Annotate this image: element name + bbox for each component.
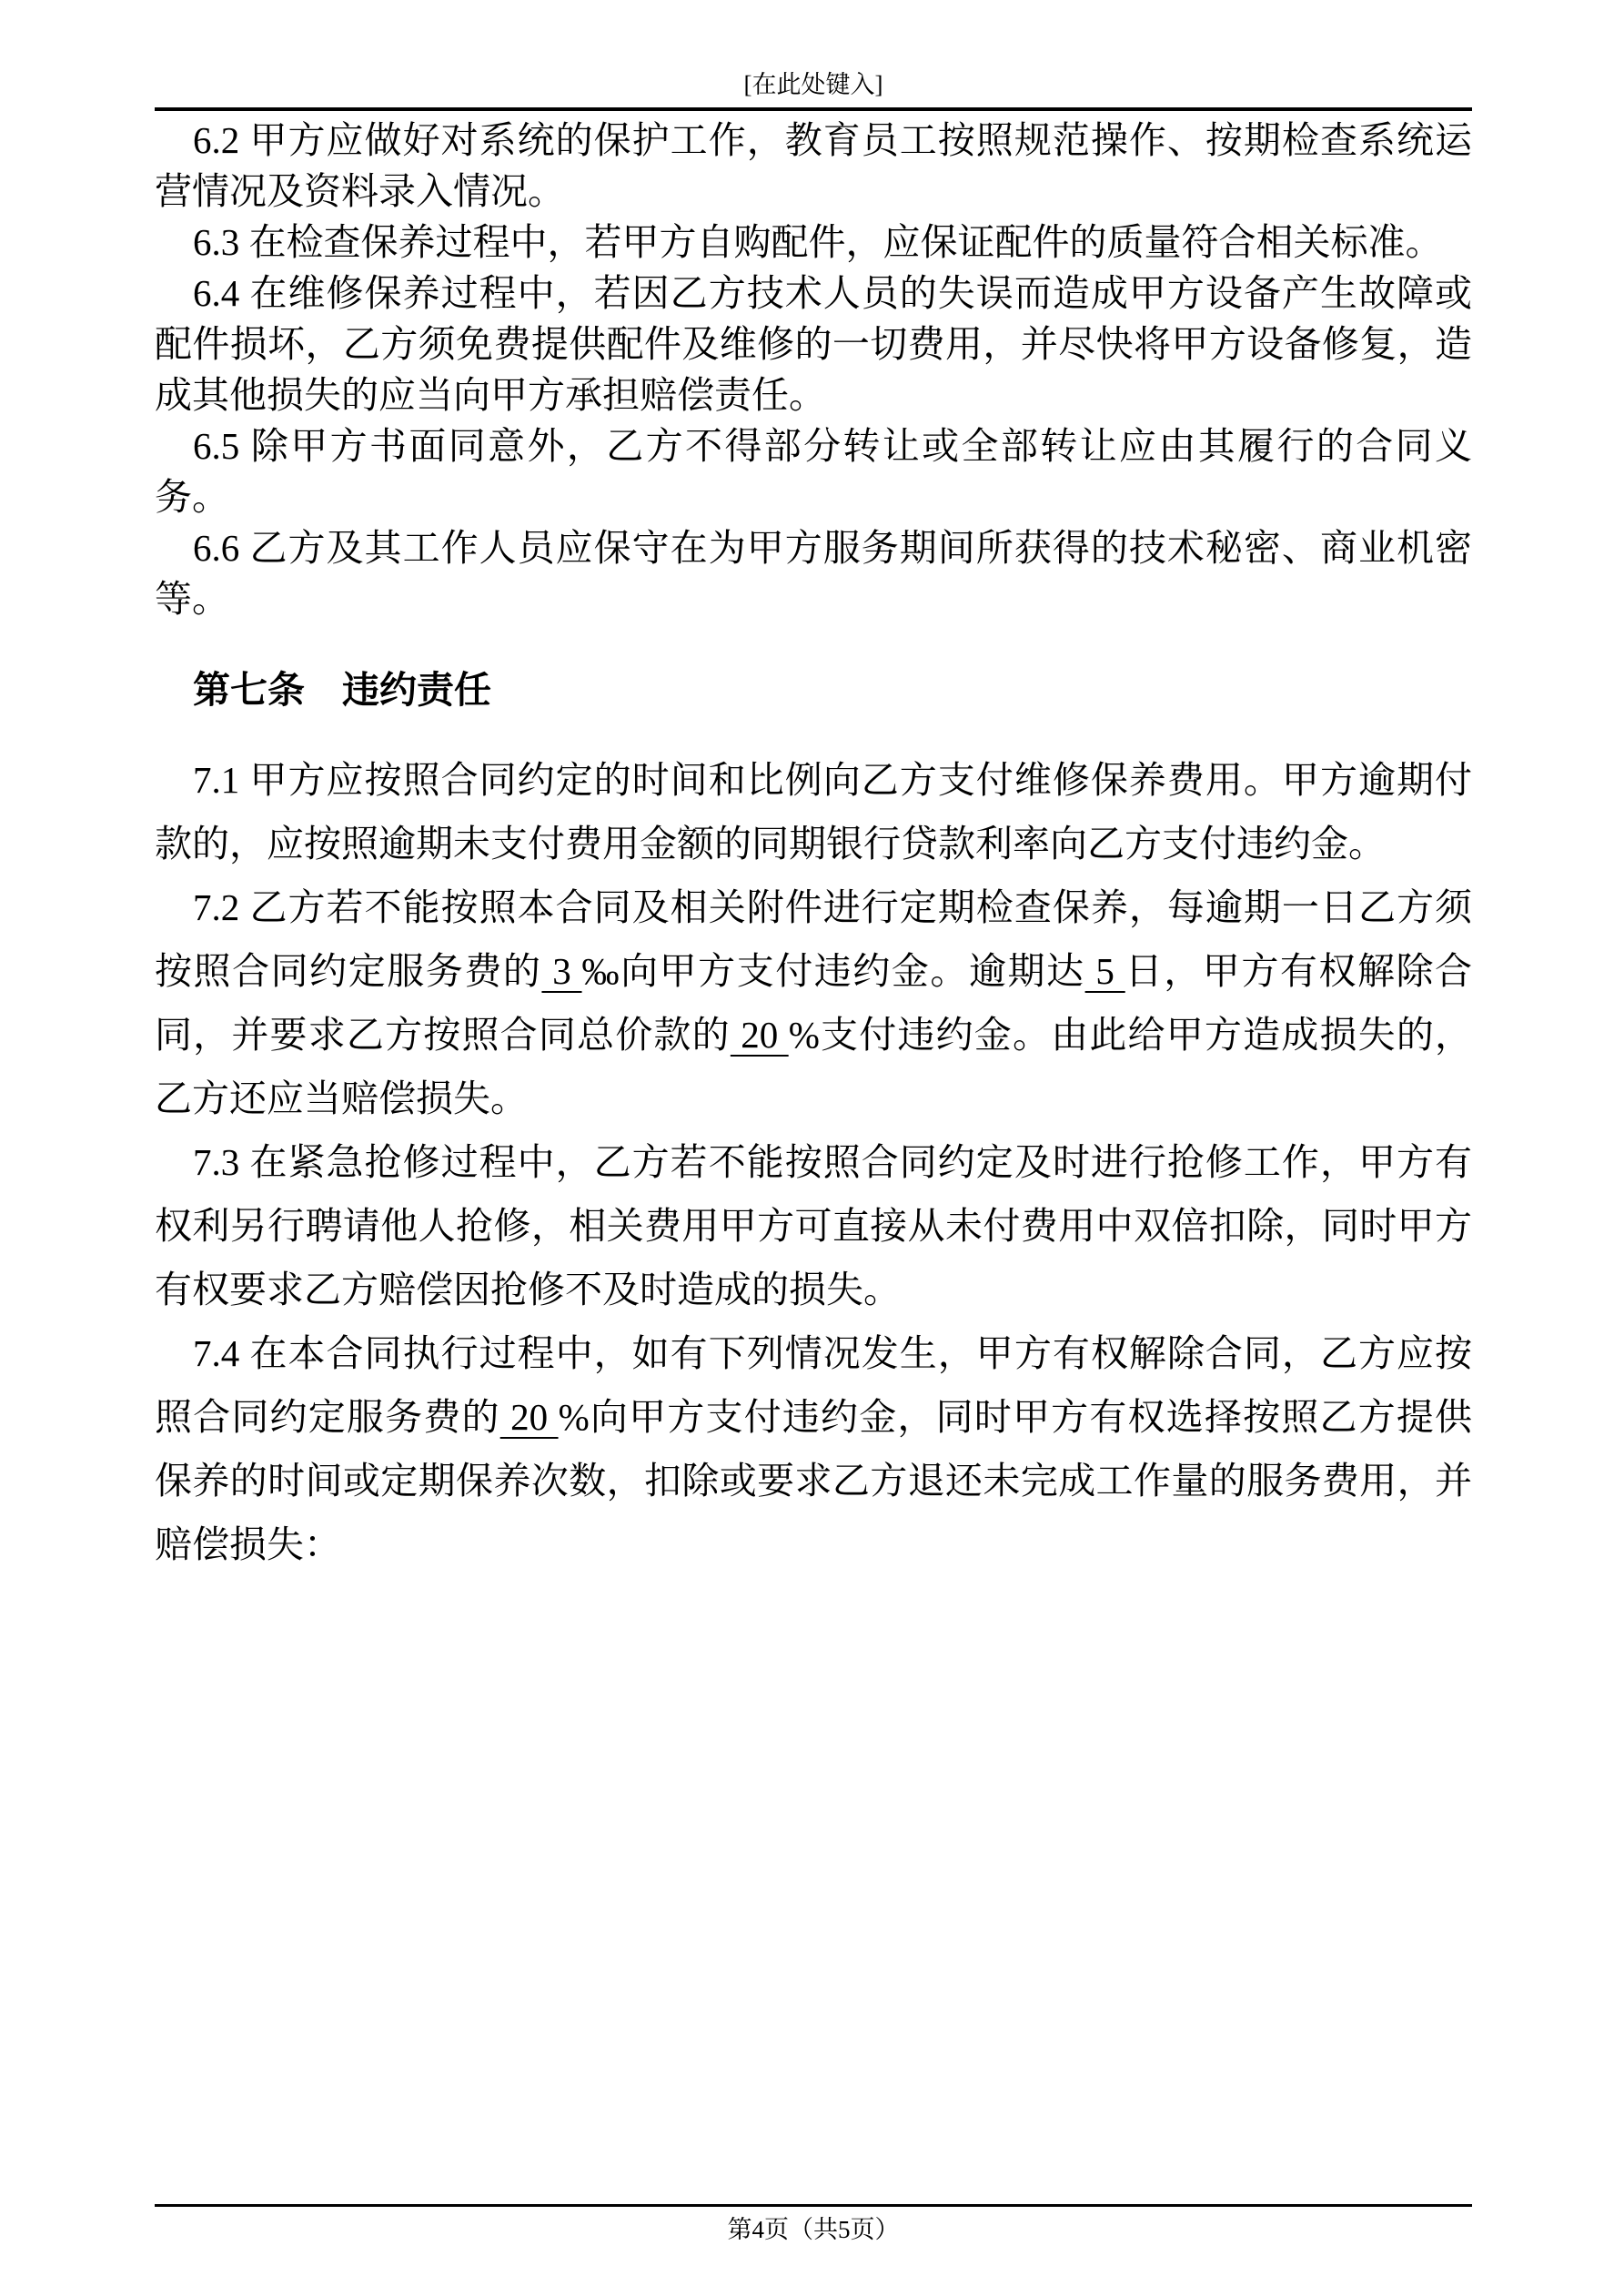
paragraph-text: 7.2 乙方若不能按照本合同及相关附件进行定期检查保养，每逾期一日乙方须按照合同约定服务费的 [155,886,1472,992]
underlined-overdue-days: 5 [1084,950,1125,992]
paragraph-7-2 [155,875,1472,1130]
underlined-percent-rate: 20 [730,1014,789,1056]
header-rule [155,107,1472,111]
paragraph-6-2: 6.2 甲方应做好对系统的保护工作，教育员工按照规范操作、按期检查系统运营情况及资料录入情况。 [155,119,1472,212]
document-body [155,115,1472,1576]
paragraph-7-4 [155,1321,1472,1576]
underlined-percent-rate: 20 [499,1396,559,1438]
paragraph-text: 7.4 在本合同执行过程中，如有下列情况发生，甲方有权解除合同，乙方应按照合同约定服务费的 [155,1332,1472,1438]
underlined-permille-rate: 3 [541,950,582,992]
footer-rule [155,2204,1472,2207]
paragraph-6-6: 6.6 乙方及其工作人员应保守在为甲方服务期间所获得的技术秘密、商业机密等。 [155,527,1472,620]
page-header [155,0,1472,111]
paragraph-text: %向甲方支付违约金，同时甲方有权选择按照乙方提供保养的时间或定期保养次数，扣除或要求乙方退还未完成工作量的服务费用，并赔偿损失： [155,1396,1473,1565]
paragraph-text: 日，甲方有权解除合同，并要求乙方按照合同总价款的 [155,950,1473,1056]
section-6 [155,115,1472,624]
paragraph-6-4: 6.4 在维修保养过程中，若因乙方技术人员的失误而造成甲方设备产生故障或配件损坏，乙方须免费提供配件及维修的一切费用，并尽快将甲方设备修复，造成其他损失的应当向甲方承担赔偿责任。 [155,272,1472,416]
page-footer [155,2204,1472,2243]
heading-article-7: 第七条 违约责任 [193,669,491,711]
header-placeholder[interactable]: [在此处键入] [743,71,883,98]
paragraph-text: %支付违约金。由此给甲方造成损失的，乙方还应当赔偿损失。 [155,1014,1473,1119]
section-7 [155,748,1472,1576]
paragraph-text: ‰向甲方支付违约金。逾期达 [581,950,1085,992]
paragraph-7-1: 7.1 甲方应按照合同约定的时间和比例向乙方支付维修保养费用。甲方逾期付款的，应按照逾期未支付费用金额的同期银行贷款利率向乙方支付违约金。 [155,759,1472,865]
paragraph-7-3: 7.3 在紧急抢修过程中，乙方若不能按照合同约定及时进行抢修工作，甲方有权利另行聘请他人抢修，相关费用甲方可直接从未付费用中双倍扣除，同时甲方有权要求乙方赔偿因抢修不及时造成的损失。 [155,1141,1472,1310]
footer-page-number: 第4页（共5页） [727,2216,900,2243]
paragraph-6-3: 6.3 在检查保养过程中，若甲方自购配件，应保证配件的质量符合相关标准。 [193,221,1443,263]
paragraph-6-5: 6.5 除甲方书面同意外，乙方不得部分转让或全部转让应由其履行的合同义务。 [155,425,1472,518]
